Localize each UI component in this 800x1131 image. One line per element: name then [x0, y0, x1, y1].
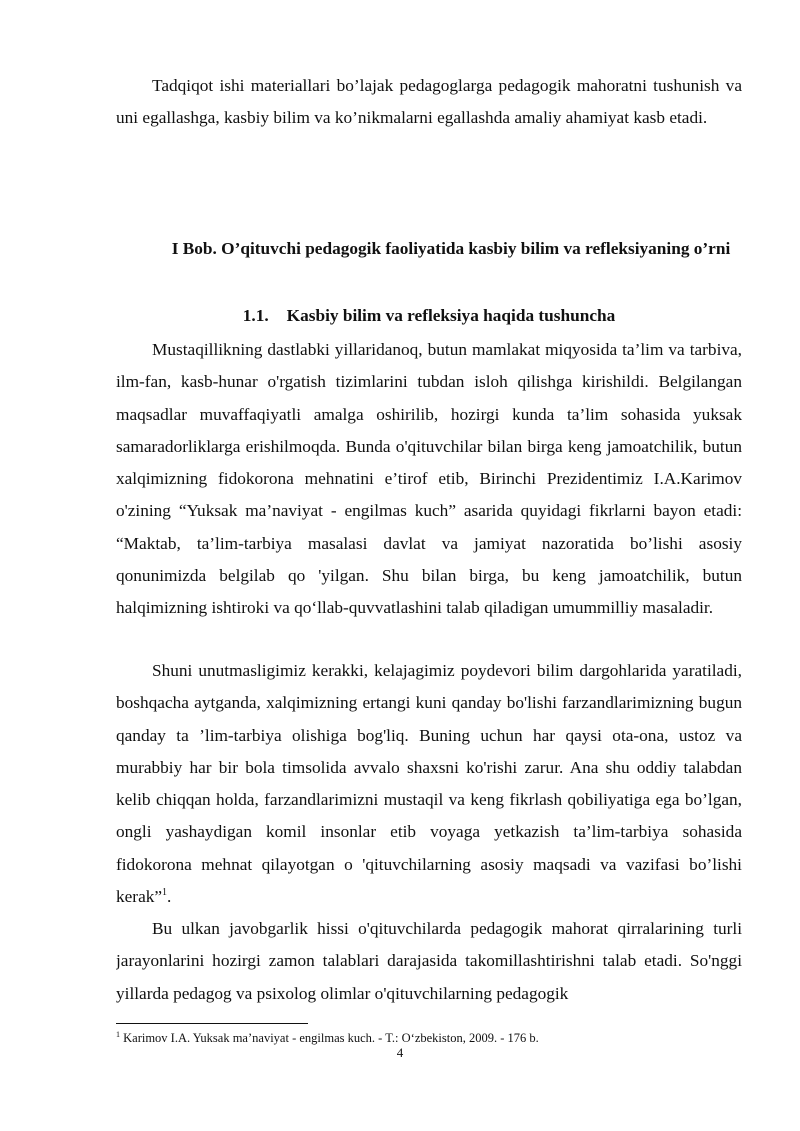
- footnote-text: Karimov I.A. Yuksak ma’naviyat - engilmas kuch. - T.: O‘zbekiston, 2009. - 176 b.: [123, 1031, 539, 1045]
- footnote: [116, 1030, 742, 1046]
- section-number: 1.1.: [242, 306, 269, 325]
- section-title: [116, 300, 742, 332]
- page-number: 4: [396, 1045, 404, 1060]
- body-paragraph: Bu ulkan javobgarlik hissi o'qituvchilarda pedagogik mahorat qirralarining turli jarayonlarini hozirgi zamon talablari darajasida takomillashtirishni talab etadi. So'nggi yillarda pedagog va psixolog olimlar o'qituvchilarning pedagogik: [116, 919, 742, 1003]
- body-paragraph: [116, 655, 742, 913]
- chapter-title: I Bob. O’qituvchi pedagogik faoliyatida kasbiy bilim va refleksiyaning o’rni: [171, 239, 731, 258]
- intro-paragraph: Tadqiqot ishi materiallari bo’lajak pedagoglarga pedagogik mahoratni tushunish va uni egallashga, kasbiy bilim va ko’nikmalarni egallashda amaliy ahamiyat kasb etadi.: [116, 76, 742, 128]
- paragraph-end: .: [167, 887, 172, 907]
- footnote-reference[interactable]: 1: [162, 887, 168, 899]
- footnote-marker: 1: [116, 1029, 120, 1039]
- body-paragraph: Mustaqillikning dastlabki yillaridanoq, butun mamlakat miqyosida ta’lim va tarbiva, ilm-fan, kasb-hunar o'rgatish tizimlarini tubdan isloh qilishga kirishildi. Belgilangan maqsadlar muvaffaqiyatli amalga oshirilib, hozirgi kunda ta’lim sohasida yuksak samaradorliklarga erishilmoqda. Bunda o'qituvchilar bilan birga keng jamoatchilik, butun xalqimizning fidokorona mehnatini e’tirof etib, Birinchi Prezidentimiz I.A.Karimov o'zining “Yuksak ma’naviyat - engilmas kuch” asarida quyidagi fikrlarni bayon etadi: “Maktab, ta’lim-tarbiya masalasi davlat va jamiyat nazoratida bo’lishi asosiy qonunimizda belgilab qo 'yilgan. Shu bilan birga, bu keng jamoatchilik, butun halqimizning ishtiroki va qo‘llab-quvvatlashini talab qiladigan umummilliy masaladir.: [116, 340, 742, 618]
- section-title-text: Kasbiy bilim va refleksiya haqida tushuncha: [286, 306, 616, 325]
- footnote-divider: [116, 1023, 308, 1024]
- paragraph-text: Shuni unutmasligimiz kerakki, kelajagimiz poydevori bilim dargohlarida yaratiladi, boshqacha aytganda, xalqimizning ertangi kuni qanday bo'lishi farzandlarimizning bugun qanday ta ’lim-tarbiya olishiga bog'liq. Buning uchun har qaysi ota-ona, ustoz va murabbiy har bir bola timsolida avvalo shaxsni ko'rishi zarur. Ana shu oddiy talabdan kelib chiqqan holda, farzandlarimizni mustaqil va keng fikrlash qobiliyatiga ega bo’lgan, ongli yashaydigan komil insonlar etib voyaga yetkazish ta’lim-tarbiya sohasida fidokorona mehnat qilayotgan o 'qituvchilarning asosiy maqsadi va vazifasi bo’lishi kerak”: [116, 661, 742, 907]
